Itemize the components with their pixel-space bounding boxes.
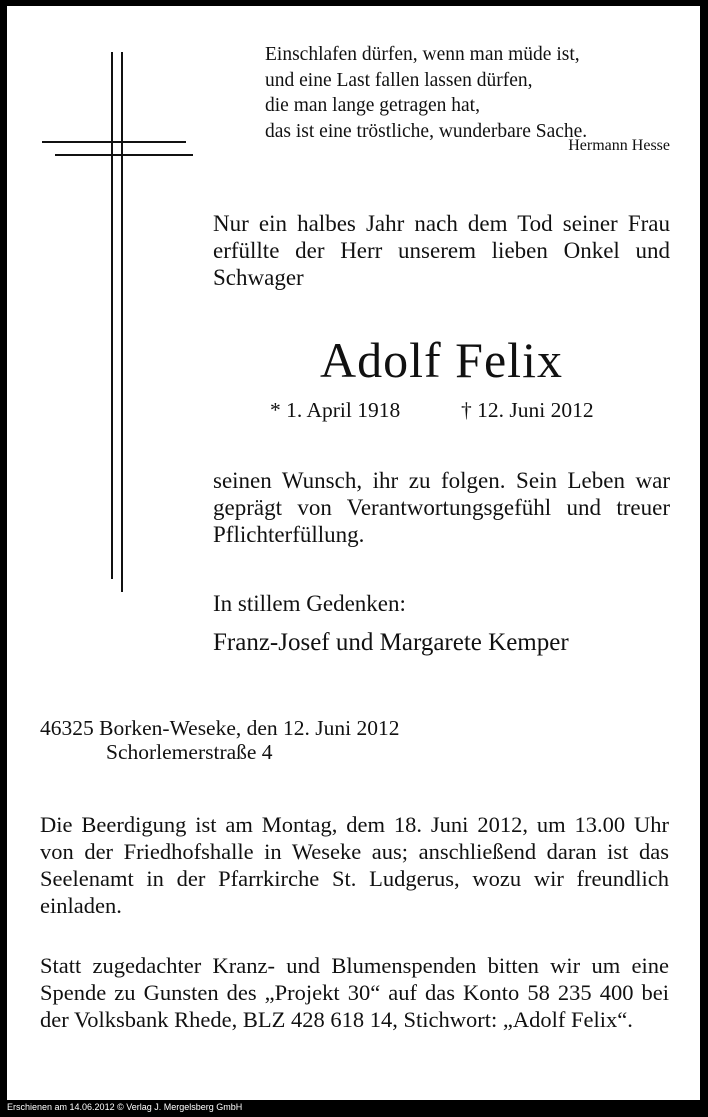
address-line-2: Schorlemerstraße 4 (106, 740, 273, 764)
poem-author: Hermann Hesse (568, 137, 670, 154)
birth-date: * 1. April 1918 (270, 398, 401, 422)
poem-line: das ist eine tröstliche, wunderbare Sache. (265, 120, 588, 142)
intro-text: Nur ein halbes Jahr nach dem Tod seiner Frau erfüllte der Herr unserem lieben Onkel und Schwager (213, 211, 670, 290)
donation-text: Statt zugedachter Kranz- und Blumenspenden bitten wir um eine Spende zu Gunsten des „Projekt 30“ auf das Konto 58 235 400 bei der Volksbank Rhede, BLZ 428 618 14, Stichwort: „Adolf Felix“. (40, 953, 669, 1032)
poem-line: die man lange getragen hat, (265, 95, 480, 116)
poem-line: und eine Last fallen lassen dürfen, (265, 69, 533, 91)
memory-line: In stillem Gedenken: (213, 591, 406, 616)
death-date: † 12. Juni 2012 (461, 398, 594, 422)
address-line-1: 46325 Borken-Weseke, den 12. Juni 2012 (40, 716, 400, 740)
poem-line: Einschlafen dürfen, wenn man müde ist, (265, 44, 580, 65)
publication-footer: Erschienen am 14.06.2012 © Verlag J. Mergelsberg GmbH (7, 1102, 243, 1112)
wish-text: seinen Wunsch, ihr zu folgen. Sein Leben war geprägt von Verantwortungsgefühl und treuer Pflichterfüllung. (213, 468, 670, 547)
funeral-text: Die Beerdigung ist am Montag, dem 18. Juni 2012, um 13.00 Uhr von der Friedhofshalle in Weseke aus; anschließend daran ist das Seelenamt in der Pfarrkirche St. Ludgerus, wozu wir freundlich einladen. (40, 812, 669, 918)
obituary-card (7, 6, 700, 1100)
poem-quote (265, 42, 685, 144)
deceased-name: Adolf Felix (320, 332, 563, 388)
family-names: Franz-Josef und Margarete Kemper (213, 629, 569, 656)
